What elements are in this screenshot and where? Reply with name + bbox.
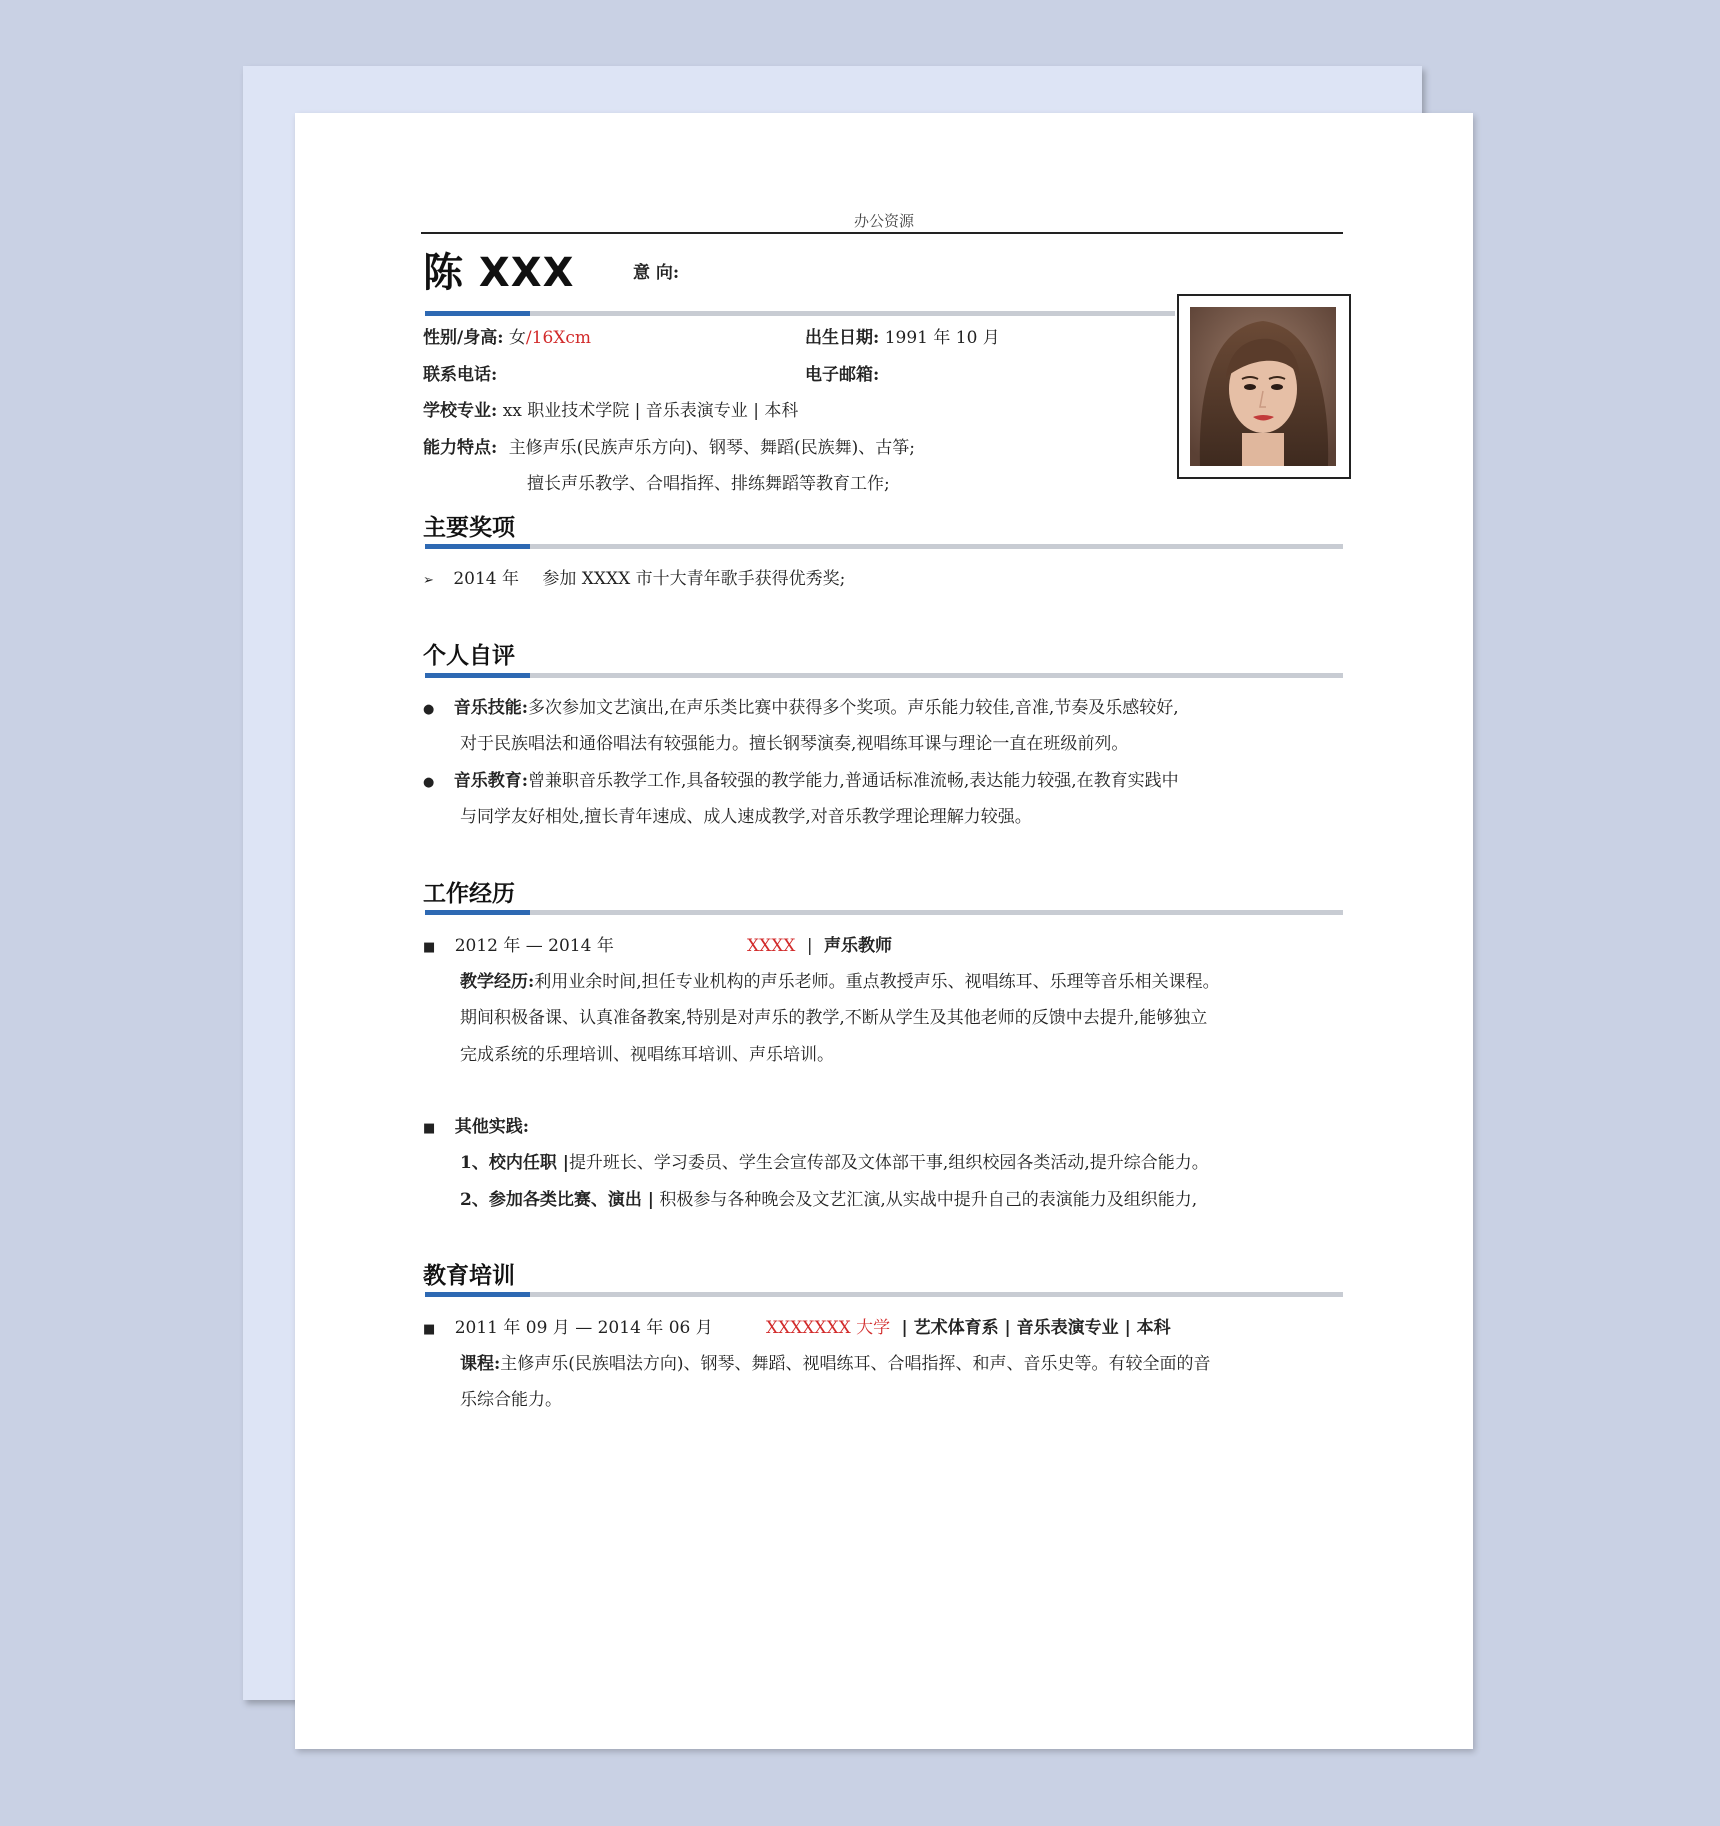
profile-photo-frame (1177, 294, 1351, 479)
work-teach-text: 利用业余时间,担任专业机构的声乐老师。重点教授声乐、视唱练耳、乐理等音乐相关课程。 (534, 972, 1220, 992)
work-org: XXXX (747, 936, 796, 956)
phone-label: 联系电话: (423, 365, 498, 385)
square-icon: ■ (423, 940, 436, 955)
header-rule (421, 232, 1343, 234)
award-year: 2014 年 (453, 569, 519, 589)
ability-line-2: 擅长声乐教学、合唱指挥、排练舞蹈等教育工作; (527, 474, 890, 494)
ability-label: 能力特点: (423, 438, 498, 458)
ability-row (423, 433, 915, 458)
slash: / (525, 328, 532, 348)
school-row (423, 396, 798, 421)
email-label: 电子邮箱: (805, 365, 880, 385)
dot-icon: ● (423, 775, 435, 790)
award-item (423, 564, 845, 589)
education-period-row (423, 1313, 713, 1338)
work-role: 声乐教师 (823, 936, 892, 956)
square-icon: ■ (423, 1121, 436, 1136)
other-practice-item (460, 1185, 1197, 1210)
education-course-label: 课程: (460, 1354, 501, 1374)
job-intent-label: 意 向: (633, 263, 680, 283)
self-eval-label: 音乐技能: (453, 698, 529, 718)
award-text: 参加 XXXX 市十大青年歌手获得优秀奖; (542, 569, 846, 589)
birth-label: 出生日期: (805, 328, 880, 348)
self-eval-item (423, 766, 1179, 791)
work-teach-label: 教学经历: (460, 972, 535, 992)
work-org-row (747, 931, 892, 956)
self-eval-label: 音乐教育: (453, 771, 529, 791)
header-center-text: 办公资源 (853, 212, 914, 230)
education-period: 2011 年 09 月 — 2014 年 06 月 (454, 1318, 713, 1338)
self-eval-divider (425, 673, 1343, 678)
work-title: 工作经历 (423, 881, 515, 907)
work-period-row (423, 931, 614, 956)
gender-height-label: 性别/身高: (423, 328, 504, 348)
awards-title: 主要奖项 (423, 515, 515, 541)
other-practice-label: 其他实践: (454, 1117, 529, 1137)
self-eval-item (423, 693, 1179, 718)
gender-value: 女 (508, 328, 526, 348)
profile-divider (425, 311, 1175, 316)
education-divider (425, 1292, 1343, 1297)
gender-height-row (423, 323, 591, 348)
candidate-name: 陈 XXX (423, 250, 575, 296)
other-practice-row (423, 1112, 529, 1137)
education-title: 教育培训 (423, 1263, 515, 1289)
education-course-text: 主修声乐(民族唱法方向)、钢琴、舞蹈、视唱练耳、合唱指挥、和声、音乐史等。有较全面的音 (500, 1354, 1211, 1374)
work-teach-line (460, 967, 1220, 992)
ability-line-1: 主修声乐(民族声乐方向)、钢琴、舞蹈(民族舞)、古筝; (508, 438, 915, 458)
school-value: xx 职业技术学院 | 音乐表演专业 | 本科 (502, 401, 799, 421)
arrow-icon: ➢ (423, 573, 434, 588)
self-eval-line: 多次参加文艺演出,在声乐类比赛中获得多个奖项。声乐能力较佳,音准,节奏及乐感较好, (528, 698, 1179, 718)
work-teach-line: 期间积极备课、认真准备教案,特别是对声乐的教学,不断从学生及其他老师的反馈中去提升,能够独立 (460, 1008, 1208, 1028)
education-course-line: 乐综合能力。 (460, 1390, 562, 1410)
other-practice-item-text: 积极参与各种晚会及文艺汇演,从实战中提升自己的表演能力及组织能力, (659, 1190, 1198, 1210)
self-eval-title: 个人自评 (423, 643, 515, 669)
work-teach-line: 完成系统的乐理培训、视唱练耳培训、声乐培训。 (460, 1045, 834, 1065)
other-practice-item (460, 1148, 1209, 1173)
self-eval-line: 对于民族唱法和通俗唱法有较强能力。擅长钢琴演奏,视唱练耳课与理论一直在班级前列。 (460, 734, 1129, 754)
other-practice-item-label: 1、校内任职 | (460, 1153, 569, 1173)
work-period: 2012 年 — 2014 年 (454, 936, 614, 956)
birth-value: 1991 年 10 月 (884, 328, 1000, 348)
self-eval-line: 与同学友好相处,擅长青年速成、成人速成教学,对音乐教学理论理解力较强。 (460, 807, 1032, 827)
self-eval-line: 曾兼职音乐教学工作,具备较强的教学能力,普通话标准流畅,表达能力较强,在教育实践中 (528, 771, 1179, 791)
birth-row (805, 323, 1000, 348)
awards-divider (425, 544, 1343, 549)
school-label: 学校专业: (423, 401, 498, 421)
other-practice-item-text: 提升班长、学习委员、学生会宣传部及文体部干事,组织校园各类活动,提升综合能力。 (568, 1153, 1209, 1173)
education-course-line (460, 1349, 1211, 1374)
resume-page (295, 113, 1473, 1749)
education-school-row (766, 1313, 1171, 1338)
education-school: XXXXXXX 大学 (766, 1318, 891, 1338)
work-divider (425, 910, 1343, 915)
education-details: | 艺术体育系 | 音乐表演专业 | 本科 (901, 1318, 1171, 1338)
other-practice-item-label: 2、参加各类比赛、演出 | (460, 1190, 654, 1210)
height-value: 16Xcm (531, 328, 592, 348)
work-sep: | (806, 936, 813, 956)
dot-icon: ● (423, 702, 435, 717)
square-icon: ■ (423, 1322, 436, 1337)
profile-photo (1190, 307, 1336, 466)
